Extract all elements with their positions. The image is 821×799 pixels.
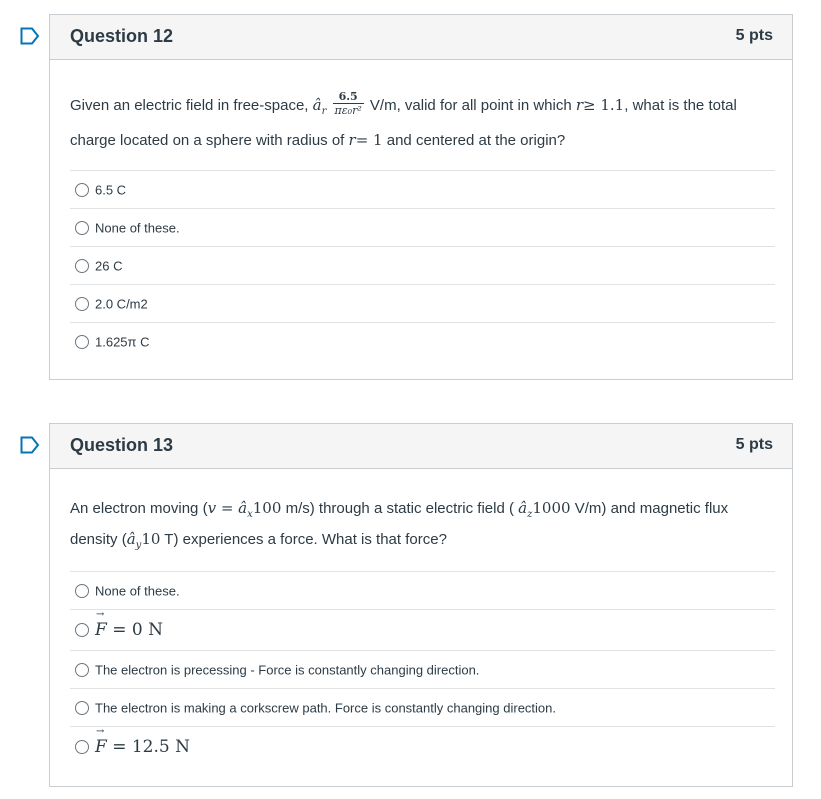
answer-list bbox=[70, 571, 775, 767]
field-fraction: $\frac{6.5}{\text{πε₀r²}}$ bbox=[334, 90, 362, 118]
flag-question-icon[interactable] bbox=[20, 27, 40, 45]
answer-option[interactable]: 2.0 C/m2 bbox=[70, 284, 775, 322]
radio-button[interactable] bbox=[75, 221, 89, 235]
question-13-header bbox=[50, 424, 792, 469]
question-points: 5 pts bbox=[735, 436, 773, 453]
answer-option[interactable]: None of these. bbox=[70, 571, 775, 609]
radio-button[interactable] bbox=[75, 183, 89, 197]
radio-button[interactable] bbox=[75, 259, 89, 273]
answer-option[interactable]: The electron is precessing - Force is constantly changing direction. bbox=[70, 650, 775, 688]
answer-option[interactable]: None of these. bbox=[70, 208, 775, 246]
question-title: Question 13 bbox=[70, 435, 174, 455]
question-12-card bbox=[49, 14, 793, 380]
answer-option[interactable]: 1.625π C bbox=[70, 322, 775, 360]
radio-button[interactable] bbox=[75, 623, 89, 637]
question-text: An electron moving ($v = â_x100$ m/s) through a static electric field ( $â_z1000$ V/m) and magnetic flux density ($â_y10$ T) experiences a force. What is that force? bbox=[70, 499, 729, 551]
answer-list bbox=[70, 170, 775, 360]
flag-question-icon[interactable] bbox=[20, 436, 40, 454]
question-points: 5 pts bbox=[735, 27, 773, 44]
radio-button[interactable] bbox=[75, 701, 89, 715]
question-text: Given an electric field in free-space, $â_r$ $\frac{6.5}{\text{πε₀r²}}$ V/m, valid for all point in which r≥ 1.1, what is the total charge located on a sphere with radius of r= 1 and centered at the origin? bbox=[70, 90, 737, 149]
question-12-header bbox=[50, 15, 792, 60]
radio-button[interactable] bbox=[75, 663, 89, 677]
radio-button[interactable] bbox=[75, 740, 89, 754]
answer-option[interactable]: The electron is making a corkscrew path. Force is constantly changing direction. bbox=[70, 688, 775, 726]
question-13-card bbox=[49, 423, 793, 787]
radio-button[interactable] bbox=[75, 335, 89, 349]
radio-button[interactable] bbox=[75, 297, 89, 311]
answer-option[interactable]: 26 C bbox=[70, 246, 775, 284]
answer-option[interactable]: → F = 0 N bbox=[70, 609, 775, 650]
answer-option[interactable]: 6.5 C bbox=[70, 170, 775, 208]
answer-option[interactable]: → F = 12.5 N bbox=[70, 726, 775, 767]
radio-button[interactable] bbox=[75, 584, 89, 598]
question-title: Question 12 bbox=[70, 26, 174, 46]
